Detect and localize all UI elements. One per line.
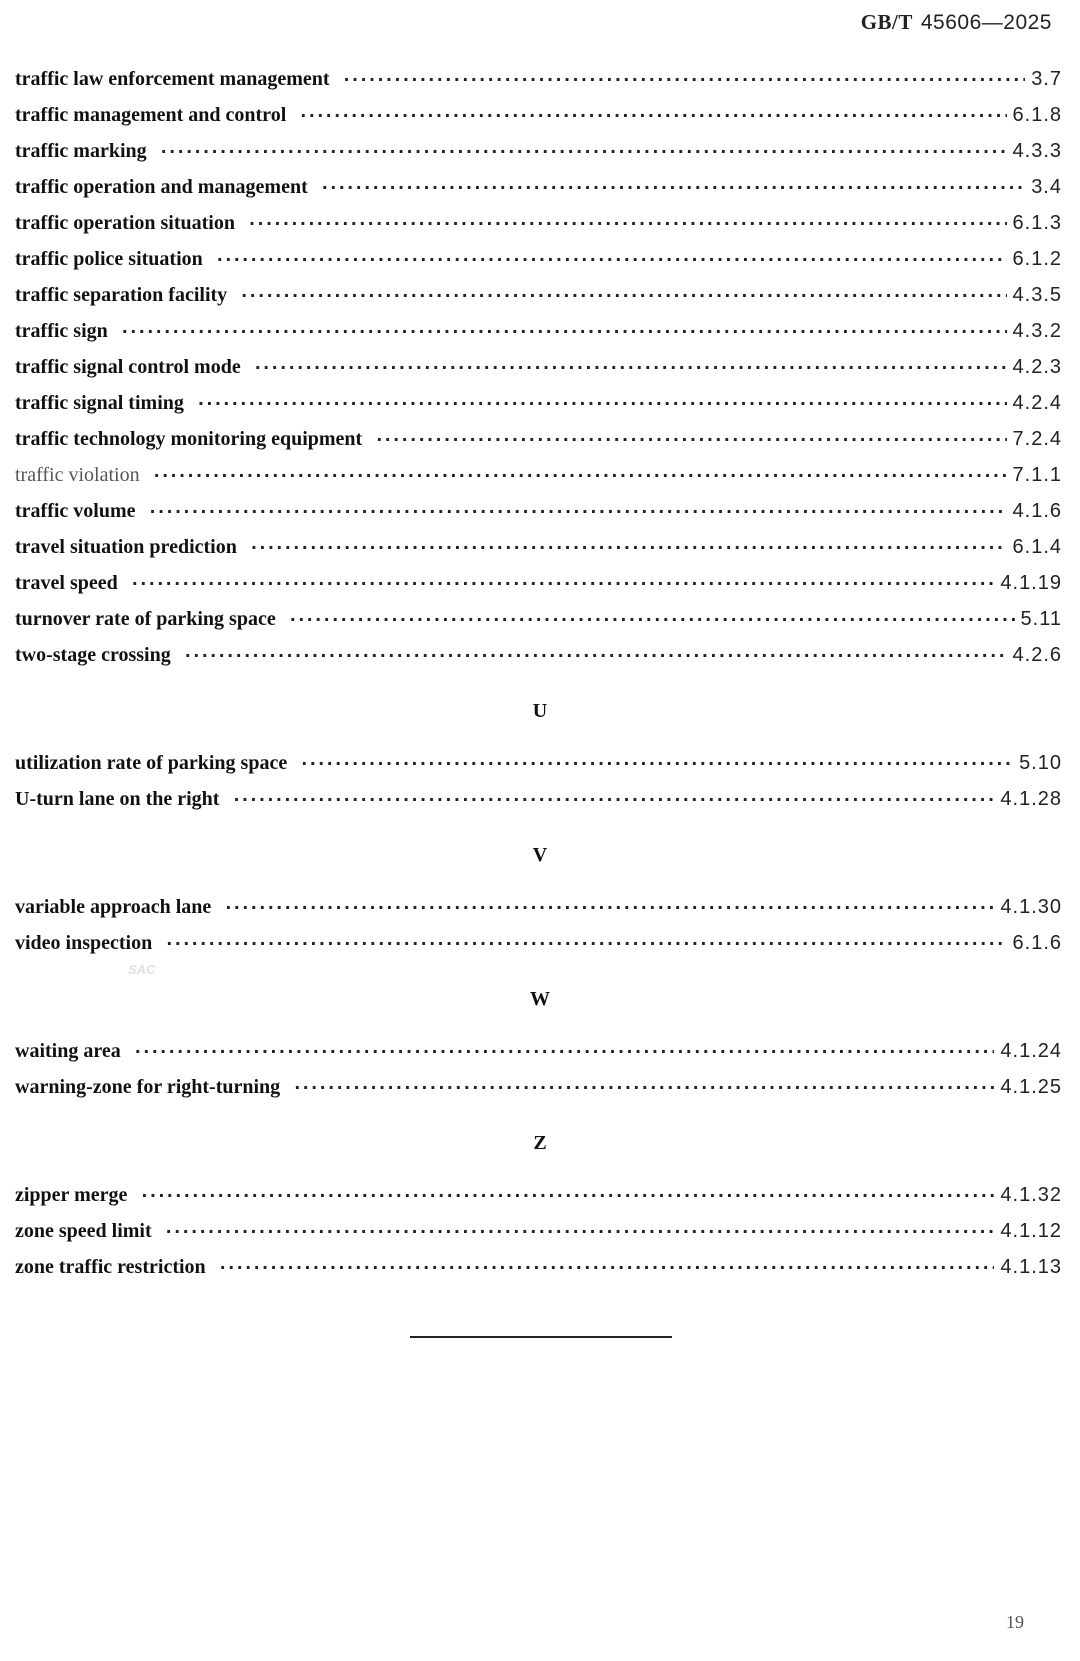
clause-ref: 4.3.5: [1012, 284, 1062, 306]
watermark-stamp: SAC: [128, 962, 156, 977]
document-header: [861, 10, 1052, 35]
index-term: traffic operation situation: [15, 212, 235, 234]
clause-ref: 4.1.19: [1000, 572, 1062, 594]
clause-ref: 3.4: [1031, 176, 1062, 198]
index-entry: [15, 1256, 1062, 1286]
index-entry: [15, 140, 1062, 170]
page-number: 19: [1006, 1612, 1024, 1632]
clause-ref: 4.1.28: [1000, 788, 1062, 810]
dot-leader: [198, 394, 1007, 413]
index-entry: [15, 1184, 1062, 1214]
index-entry: [15, 104, 1062, 134]
index-term: utilization rate of parking space: [15, 752, 288, 774]
dot-leader: [241, 286, 1006, 305]
index-term: traffic separation facility: [15, 284, 228, 306]
index-term: traffic signal control mode: [15, 356, 241, 378]
index-term: traffic technology monitoring equipment: [15, 428, 363, 450]
clause-ref: 6.1.8: [1012, 104, 1062, 126]
index-term: waiting area: [15, 1040, 121, 1062]
dot-leader: [122, 322, 1007, 341]
index-entry: [15, 896, 1062, 926]
clause-ref: 4.2.4: [1012, 392, 1062, 414]
dot-leader: [141, 1186, 994, 1205]
index-entry: [15, 68, 1062, 98]
index-term: variable approach lane: [15, 896, 212, 918]
section-letter-z: Z: [533, 1132, 547, 1154]
index-term: traffic signal timing: [15, 392, 184, 414]
section-letter-v: V: [532, 844, 548, 866]
dot-leader: [135, 1042, 995, 1061]
index-term: turnover rate of parking space: [15, 608, 276, 630]
index-term: traffic marking: [15, 140, 147, 162]
index-term: warning-zone for right-turning: [15, 1076, 281, 1098]
dot-leader: [255, 358, 1007, 377]
index-term: traffic volume: [15, 500, 136, 522]
clause-ref: 4.3.2: [1012, 320, 1062, 342]
dot-leader: [217, 250, 1007, 269]
clause-ref: 3.7: [1031, 68, 1062, 90]
dot-leader: [300, 106, 1006, 125]
clause-ref: 4.1.25: [1000, 1076, 1062, 1098]
standard-number: 45606—2025: [920, 11, 1052, 34]
dot-leader: [322, 178, 1025, 197]
index-term: zone speed limit: [15, 1220, 152, 1242]
dot-leader: [301, 754, 1013, 773]
clause-ref: 5.10: [1019, 752, 1062, 774]
clause-ref: 7.2.4: [1012, 428, 1062, 450]
dot-leader: [294, 1078, 994, 1097]
clause-ref: 4.1.6: [1012, 500, 1062, 522]
clause-ref: 7.1.1: [1012, 464, 1062, 486]
index-entry: [15, 284, 1062, 314]
dot-leader: [185, 646, 1007, 665]
standard-code: GB/T: [860, 10, 913, 34]
index-term: traffic police situation: [15, 248, 203, 270]
index-entry: [15, 536, 1062, 566]
clause-ref: 6.1.3: [1012, 212, 1062, 234]
index-term: U-turn lane on the right: [15, 788, 220, 810]
section-letter-u: U: [532, 700, 548, 722]
index-entry: [15, 248, 1062, 278]
index-entry: [15, 392, 1062, 422]
index-entry: [15, 428, 1062, 458]
clause-ref: 4.1.30: [1000, 896, 1062, 918]
dot-leader: [161, 142, 1007, 161]
index-term: travel speed: [15, 572, 118, 594]
clause-ref: 5.11: [1020, 608, 1062, 630]
index-term: zone traffic restriction: [15, 1256, 206, 1278]
index-term: two-stage crossing: [15, 644, 171, 666]
index-term: traffic operation and management: [15, 176, 308, 198]
clause-ref: 6.1.2: [1012, 248, 1062, 270]
index-term: traffic violation: [15, 464, 140, 486]
index-term: zipper merge: [15, 1184, 128, 1206]
clause-ref: 6.1.6: [1012, 932, 1062, 954]
index-term: travel situation prediction: [15, 536, 237, 558]
index-entry: [15, 644, 1062, 674]
dot-leader: [132, 574, 995, 593]
index-entry: [15, 572, 1062, 602]
dot-leader: [166, 1222, 995, 1241]
index-entry: [15, 500, 1062, 530]
index-entry: [15, 1040, 1062, 1070]
index-term: traffic law enforcement management: [15, 68, 330, 90]
index-entry: [15, 464, 1062, 494]
dot-leader: [225, 898, 994, 917]
clause-ref: 4.1.12: [1000, 1220, 1062, 1242]
clause-ref: 4.3.3: [1012, 140, 1062, 162]
section-letter-w: W: [530, 988, 550, 1010]
index-term: video inspection: [15, 932, 153, 954]
index-entry: [15, 788, 1062, 818]
index-entry: [15, 608, 1062, 638]
clause-ref: 4.1.13: [1000, 1256, 1062, 1278]
dot-leader: [233, 790, 994, 809]
clause-ref: 6.1.4: [1012, 536, 1062, 558]
index-entry: [15, 176, 1062, 206]
dot-leader: [344, 70, 1026, 89]
dot-leader: [166, 934, 1006, 953]
dot-leader: [249, 214, 1007, 233]
index-entry: [15, 356, 1062, 386]
dot-leader: [251, 538, 1007, 557]
dot-leader: [154, 466, 1007, 485]
index-term: traffic management and control: [15, 104, 287, 126]
index-entry: [15, 320, 1062, 350]
clause-ref: 4.2.3: [1012, 356, 1062, 378]
clause-ref: 4.1.24: [1000, 1040, 1062, 1062]
end-rule: [410, 1336, 672, 1338]
index-entry: [15, 752, 1062, 782]
dot-leader: [290, 610, 1015, 629]
index-entry: [15, 212, 1062, 242]
index-entry: [15, 1220, 1062, 1250]
index-term: traffic sign: [15, 320, 108, 342]
dot-leader: [150, 502, 1007, 521]
dot-leader: [376, 430, 1006, 449]
index-entry: [15, 932, 1062, 962]
dot-leader: [220, 1258, 995, 1277]
clause-ref: 4.2.6: [1012, 644, 1062, 666]
clause-ref: 4.1.32: [1000, 1184, 1062, 1206]
index-entry: [15, 1076, 1062, 1106]
